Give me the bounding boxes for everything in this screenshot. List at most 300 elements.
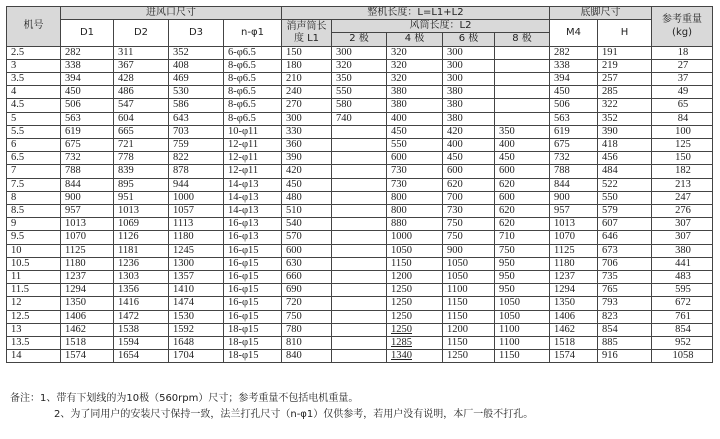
cell-d2: 839 [114, 165, 169, 178]
cell-pole4: 730 [387, 178, 443, 191]
cell-h: 257 [598, 73, 652, 86]
cell-pole8: 1100 [495, 337, 550, 350]
cell-pole4: 1250 [387, 284, 443, 297]
cell-weight: 49 [652, 86, 713, 99]
cell-silencer: 660 [282, 271, 332, 284]
cell-silencer: 450 [282, 178, 332, 191]
cell-pole6: 1150 [443, 310, 495, 323]
cell-pole8: 350 [495, 125, 550, 138]
cell-weight: 441 [652, 257, 713, 270]
cell-d1: 563 [61, 112, 114, 125]
cell-d1: 1350 [61, 297, 114, 310]
cell-weight: 27 [652, 59, 713, 72]
cell-d3: 469 [169, 73, 224, 86]
cell-d2: 1126 [114, 231, 169, 244]
table-row [7, 244, 713, 257]
cell-weight: 380 [652, 244, 713, 257]
cell-weight: 100 [652, 125, 713, 138]
cell-m4: 1125 [550, 244, 598, 257]
table-row [7, 86, 713, 99]
cell-holes: 8-φ6.5 [224, 73, 282, 86]
cell-holes: 6-φ6.5 [224, 46, 282, 59]
table-row [7, 178, 713, 191]
cell-d1: 1125 [61, 244, 114, 257]
cell-pole2 [332, 244, 387, 257]
cell-pole2: 580 [332, 99, 387, 112]
cell-m4: 1574 [550, 350, 598, 363]
cell-pole2 [332, 191, 387, 204]
cell-pole6: 1050 [443, 257, 495, 270]
cell-pole2 [332, 231, 387, 244]
cell-silencer: 540 [282, 218, 332, 231]
cell-holes: 16-φ13 [224, 231, 282, 244]
table-row [7, 152, 713, 165]
cell-silencer: 390 [282, 152, 332, 165]
cell-d3: 352 [169, 46, 224, 59]
header-holes: n-φ1 [224, 20, 282, 46]
cell-pole4: 1150 [387, 257, 443, 270]
cell-weight: 18 [652, 46, 713, 59]
cell-silencer: 810 [282, 337, 332, 350]
cell-h: 646 [598, 231, 652, 244]
table-row [7, 231, 713, 244]
cell-holes: 12-φ11 [224, 165, 282, 178]
cell-h: 390 [598, 125, 652, 138]
cell-pole8 [495, 46, 550, 59]
cell-model: 4 [7, 86, 61, 99]
cell-model: 9.5 [7, 231, 61, 244]
cell-d1: 1462 [61, 323, 114, 336]
cell-h: 823 [598, 310, 652, 323]
cell-pole4: 550 [387, 139, 443, 152]
cell-pole6: 1100 [443, 284, 495, 297]
cell-silencer: 510 [282, 205, 332, 218]
cell-silencer: 300 [282, 112, 332, 125]
cell-model: 3 [7, 59, 61, 72]
cell-d2: 428 [114, 73, 169, 86]
table-row [7, 59, 713, 72]
cell-pole2 [332, 165, 387, 178]
cell-model: 10.5 [7, 257, 61, 270]
cell-model: 11 [7, 271, 61, 284]
cell-pole6: 1150 [443, 297, 495, 310]
cell-m4: 394 [550, 73, 598, 86]
cell-weight: 84 [652, 112, 713, 125]
cell-h: 285 [598, 86, 652, 99]
cell-holes: 10-φ11 [224, 125, 282, 138]
cell-pole4: 320 [387, 46, 443, 59]
cell-d1: 338 [61, 59, 114, 72]
cell-pole8: 950 [495, 257, 550, 270]
cell-model: 7.5 [7, 178, 61, 191]
cell-model: 2.5 [7, 46, 61, 59]
cell-d2: 1416 [114, 297, 169, 310]
cell-d2: 665 [114, 125, 169, 138]
header-d2: D2 [114, 20, 169, 46]
cell-weight: 125 [652, 139, 713, 152]
cell-pole6: 300 [443, 46, 495, 59]
cell-weight: 1058 [652, 350, 713, 363]
cell-m4: 788 [550, 165, 598, 178]
cell-m4: 1462 [550, 323, 598, 336]
cell-pole2 [332, 125, 387, 138]
cell-d2: 486 [114, 86, 169, 99]
header-length-group: 整机长度：L=L1+L2 [282, 7, 550, 20]
cell-holes: 16-φ15 [224, 310, 282, 323]
cell-pole2 [332, 323, 387, 336]
table-row [7, 218, 713, 231]
table-row [7, 323, 713, 336]
cell-pole4: 1050 [387, 244, 443, 257]
cell-weight: 854 [652, 323, 713, 336]
cell-weight: 952 [652, 337, 713, 350]
cell-d3: 1474 [169, 297, 224, 310]
cell-silencer: 270 [282, 99, 332, 112]
cell-d3: 1245 [169, 244, 224, 257]
header-h: H [598, 20, 652, 46]
cell-d2: 721 [114, 139, 169, 152]
cell-d3: 1057 [169, 205, 224, 218]
cell-h: 352 [598, 112, 652, 125]
cell-pole2: 300 [332, 46, 387, 59]
cell-model: 12 [7, 297, 61, 310]
cell-pole6: 300 [443, 59, 495, 72]
cell-d3: 1113 [169, 218, 224, 231]
cell-silencer: 360 [282, 139, 332, 152]
cell-d1: 957 [61, 205, 114, 218]
cell-pole4: 1000 [387, 231, 443, 244]
cell-holes: 8-φ6.5 [224, 112, 282, 125]
cell-holes: 14-φ13 [224, 178, 282, 191]
header-inlet-group: 进风口尺寸 [61, 7, 282, 20]
cell-d1: 1013 [61, 218, 114, 231]
cell-d1: 394 [61, 73, 114, 86]
cell-d3: 1530 [169, 310, 224, 323]
table-row [7, 46, 713, 59]
cell-d1: 1237 [61, 271, 114, 284]
cell-m4: 1237 [550, 271, 598, 284]
cell-pole6: 730 [443, 205, 495, 218]
cell-model: 5.5 [7, 125, 61, 138]
cell-model: 10 [7, 244, 61, 257]
cell-m4: 1180 [550, 257, 598, 270]
cell-h: 735 [598, 271, 652, 284]
cell-h: 456 [598, 152, 652, 165]
cell-weight: 276 [652, 205, 713, 218]
cell-h: 219 [598, 59, 652, 72]
cell-d3: 1704 [169, 350, 224, 363]
header-pole-8: 8 极 [495, 33, 550, 46]
cell-h: 673 [598, 244, 652, 257]
cell-pole6: 900 [443, 244, 495, 257]
cell-h: 706 [598, 257, 652, 270]
header-pole-2: 2 极 [332, 33, 387, 46]
cell-d1: 675 [61, 139, 114, 152]
cell-model: 5 [7, 112, 61, 125]
cell-pole2: 740 [332, 112, 387, 125]
cell-pole6: 620 [443, 178, 495, 191]
cell-d2: 547 [114, 99, 169, 112]
header-silencer: 消声筒长度 L1 [282, 20, 332, 46]
cell-holes: 18-φ15 [224, 350, 282, 363]
cell-holes: 12-φ11 [224, 152, 282, 165]
cell-silencer: 480 [282, 191, 332, 204]
cell-pole6: 1150 [443, 337, 495, 350]
cell-pole2 [332, 350, 387, 363]
cell-weight: 761 [652, 310, 713, 323]
cell-h: 191 [598, 46, 652, 59]
header-d1: D1 [61, 20, 114, 46]
cell-pole6: 750 [443, 218, 495, 231]
cell-pole2 [332, 257, 387, 270]
cell-d2: 951 [114, 191, 169, 204]
cell-m4: 450 [550, 86, 598, 99]
header-pole-6: 6 极 [443, 33, 495, 46]
cell-m4: 619 [550, 125, 598, 138]
cell-d1: 788 [61, 165, 114, 178]
cell-pole8 [495, 86, 550, 99]
cell-d1: 1070 [61, 231, 114, 244]
cell-d1: 450 [61, 86, 114, 99]
cell-m4: 732 [550, 152, 598, 165]
cell-d2: 895 [114, 178, 169, 191]
table-row [7, 310, 713, 323]
table-row [7, 284, 713, 297]
cell-pole6: 420 [443, 125, 495, 138]
header-pole-4: 4 极 [387, 33, 443, 46]
cell-silencer: 600 [282, 244, 332, 257]
cell-silencer: 150 [282, 46, 332, 59]
cell-weight: 483 [652, 271, 713, 284]
cell-pole8: 1050 [495, 310, 550, 323]
cell-pole4: 380 [387, 99, 443, 112]
cell-model: 6 [7, 139, 61, 152]
cell-holes: 18-φ15 [224, 323, 282, 336]
cell-d2: 1594 [114, 337, 169, 350]
cell-holes: 16-φ15 [224, 284, 282, 297]
cell-pole8: 620 [495, 218, 550, 231]
cell-pole8: 400 [495, 139, 550, 152]
cell-holes: 14-φ13 [224, 205, 282, 218]
cell-weight: 213 [652, 178, 713, 191]
cell-d1: 1574 [61, 350, 114, 363]
note-1: 备注：1、带有下划线的为10极（560rpm）尺寸；参考重量不包括电机重量。 [10, 393, 359, 404]
cell-weight: 150 [652, 152, 713, 165]
cell-pole6: 600 [443, 165, 495, 178]
cell-pole2 [332, 218, 387, 231]
cell-pole6: 1250 [443, 350, 495, 363]
cell-m4: 957 [550, 205, 598, 218]
spec-table-container [6, 6, 714, 363]
cell-pole6: 380 [443, 86, 495, 99]
cell-silencer: 570 [282, 231, 332, 244]
cell-pole6: 450 [443, 152, 495, 165]
cell-model: 14 [7, 350, 61, 363]
cell-silencer: 630 [282, 257, 332, 270]
cell-d3: 530 [169, 86, 224, 99]
header-foot-group: 底脚尺寸 [550, 7, 652, 20]
cell-pole8 [495, 73, 550, 86]
cell-pole6: 750 [443, 231, 495, 244]
cell-pole2: 320 [332, 59, 387, 72]
cell-d3: 586 [169, 99, 224, 112]
cell-d3: 944 [169, 178, 224, 191]
table-row [7, 271, 713, 284]
cell-m4: 338 [550, 59, 598, 72]
cell-pole2 [332, 139, 387, 152]
header-model: 机号 [7, 7, 61, 47]
cell-pole4: 450 [387, 125, 443, 138]
table-row [7, 297, 713, 310]
cell-h: 418 [598, 139, 652, 152]
cell-h: 522 [598, 178, 652, 191]
cell-model: 6.5 [7, 152, 61, 165]
cell-m4: 1013 [550, 218, 598, 231]
cell-m4: 282 [550, 46, 598, 59]
cell-pole8: 450 [495, 152, 550, 165]
cell-pole2 [332, 284, 387, 297]
table-header [7, 7, 713, 47]
cell-d2: 1181 [114, 244, 169, 257]
cell-silencer: 780 [282, 323, 332, 336]
cell-d1: 1294 [61, 284, 114, 297]
cell-pole2: 550 [332, 86, 387, 99]
table-row [7, 350, 713, 363]
cell-holes: 16-φ15 [224, 244, 282, 257]
cell-weight: 247 [652, 191, 713, 204]
cell-m4: 675 [550, 139, 598, 152]
cell-weight: 37 [652, 73, 713, 86]
table-row [7, 337, 713, 350]
header-weight: 参考重量(kg) [652, 7, 713, 47]
cell-holes: 12-φ11 [224, 139, 282, 152]
cell-d1: 732 [61, 152, 114, 165]
cell-pole4: 320 [387, 59, 443, 72]
cell-d3: 703 [169, 125, 224, 138]
cell-d2: 1538 [114, 323, 169, 336]
cell-model: 3.5 [7, 73, 61, 86]
cell-d3: 1180 [169, 231, 224, 244]
table-row [7, 125, 713, 138]
cell-model: 8.5 [7, 205, 61, 218]
cell-d2: 1069 [114, 218, 169, 231]
cell-d2: 778 [114, 152, 169, 165]
cell-d1: 1406 [61, 310, 114, 323]
table-row [7, 139, 713, 152]
cell-model: 8 [7, 191, 61, 204]
cell-pole8 [495, 59, 550, 72]
cell-pole4: 800 [387, 205, 443, 218]
cell-h: 765 [598, 284, 652, 297]
cell-holes: 16-φ15 [224, 271, 282, 284]
cell-d3: 1357 [169, 271, 224, 284]
cell-pole8: 600 [495, 191, 550, 204]
table-row [7, 191, 713, 204]
cell-d1: 1518 [61, 337, 114, 350]
cell-m4: 1406 [550, 310, 598, 323]
cell-holes: 14-φ13 [224, 191, 282, 204]
notes [10, 391, 710, 423]
cell-h: 550 [598, 191, 652, 204]
cell-d3: 1410 [169, 284, 224, 297]
cell-m4: 506 [550, 99, 598, 112]
cell-m4: 900 [550, 191, 598, 204]
cell-weight: 307 [652, 231, 713, 244]
fan-spec-table [6, 6, 713, 363]
cell-pole2: 350 [332, 73, 387, 86]
cell-d1: 619 [61, 125, 114, 138]
cell-pole8 [495, 112, 550, 125]
cell-pole6: 400 [443, 139, 495, 152]
cell-d2: 1472 [114, 310, 169, 323]
cell-pole2 [332, 152, 387, 165]
cell-d1: 506 [61, 99, 114, 112]
cell-m4: 1294 [550, 284, 598, 297]
cell-silencer: 840 [282, 350, 332, 363]
cell-h: 607 [598, 218, 652, 231]
cell-weight: 307 [652, 218, 713, 231]
cell-h: 793 [598, 297, 652, 310]
cell-pole8: 620 [495, 178, 550, 191]
cell-pole6: 700 [443, 191, 495, 204]
cell-d3: 1648 [169, 337, 224, 350]
cell-weight: 65 [652, 99, 713, 112]
note-2: 2、为了同用户的安装尺寸保持一致，法兰打孔尺寸（n-φ1）仅供参考，若用户没有说明，本厂一般不打孔。 [54, 409, 534, 420]
cell-pole2 [332, 310, 387, 323]
cell-d1: 282 [61, 46, 114, 59]
cell-h: 579 [598, 205, 652, 218]
cell-pole4: 800 [387, 191, 443, 204]
cell-m4: 563 [550, 112, 598, 125]
cell-model: 9 [7, 218, 61, 231]
cell-pole4: 600 [387, 152, 443, 165]
cell-pole6: 380 [443, 99, 495, 112]
cell-pole4: 380 [387, 86, 443, 99]
cell-d2: 311 [114, 46, 169, 59]
cell-d1: 1180 [61, 257, 114, 270]
header-m4: M4 [550, 20, 598, 46]
cell-h: 885 [598, 337, 652, 350]
cell-pole2 [332, 271, 387, 284]
cell-m4: 1070 [550, 231, 598, 244]
cell-d3: 1300 [169, 257, 224, 270]
cell-silencer: 240 [282, 86, 332, 99]
cell-model: 11.5 [7, 284, 61, 297]
cell-pole4: 880 [387, 218, 443, 231]
cell-d2: 1303 [114, 271, 169, 284]
cell-pole6: 380 [443, 112, 495, 125]
cell-pole2 [332, 297, 387, 310]
header-duct-group: 风筒长度：L2 [332, 20, 550, 33]
cell-pole4: 730 [387, 165, 443, 178]
cell-pole8 [495, 99, 550, 112]
cell-d2: 367 [114, 59, 169, 72]
cell-d3: 822 [169, 152, 224, 165]
cell-h: 322 [598, 99, 652, 112]
cell-d3: 643 [169, 112, 224, 125]
cell-pole6: 300 [443, 73, 495, 86]
cell-silencer: 690 [282, 284, 332, 297]
cell-d3: 1592 [169, 323, 224, 336]
cell-weight: 182 [652, 165, 713, 178]
cell-d3: 408 [169, 59, 224, 72]
cell-d2: 1654 [114, 350, 169, 363]
cell-d2: 1013 [114, 205, 169, 218]
table-row [7, 165, 713, 178]
cell-d3: 878 [169, 165, 224, 178]
cell-pole4: 1340 [387, 350, 443, 363]
cell-pole2 [332, 205, 387, 218]
